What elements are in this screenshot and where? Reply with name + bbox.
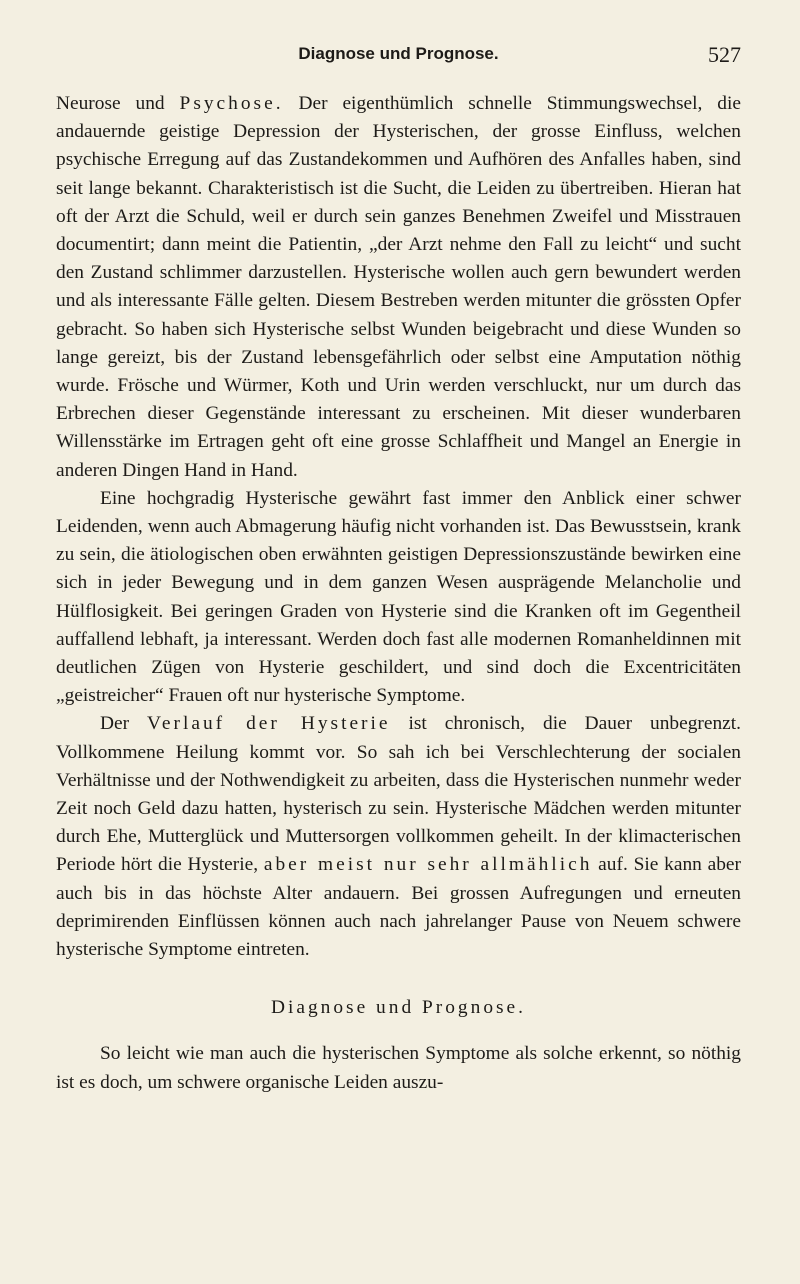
paragraph-text: auf. Sie kann aber auch bis in das höchste Alter andauern. Bei grossen Aufregungen und erneuten deprimirenden Einflüssen können auch nach jahrelanger Pause von Neuem schwere hysterische Symptome eintreten. [56, 854, 741, 961]
paragraph-text: Neurose und [56, 93, 180, 114]
paragraph-diagnose: So leicht wie man auch die hysterischen Symptome als solche erkennt, so nöthig ist es doch, um schwere organische Leiden auszu- [56, 1043, 741, 1093]
paragraph-text: Der eigenthümlich schnelle Stimmungswechsel, die andauernde geistige Depression der Hysterischen, der grosse Einfluss, welchen psychische Erregung auf das Zustandekommen und Aufhören des Anfalles haben, sind seit lange bekannt. Charakteristisch ist die Sucht, die Leiden zu übertreiben. Hieran hat oft der Arzt die Schuld, weil er durch sein ganzes Benehmen Zweifel und Misstrauen documentirt; dann meint die Patientin, „der Arzt nehme den Fall zu leicht“ und sucht den Zustand schlimmer darzustellen. Hysterische wollen auch gern bewundert werden und als interessante Fälle gelten. Diesem Bestreben werden mitunter die grössten Opfer gebracht. So haben sich Hysterische selbst Wunden beigebracht und diese Wunden so lange gereizt, bis der Zustand lebensgefährlich oder selbst eine Amputation nöthig wurde. Frösche und Würmer, Koth und Urin werden verschluckt, nur um durch das Erbrechen dieser Gegenstände interessant zu erscheinen. Mit dieser wunderbaren Willensstärke im Ertragen geht oft eine grosse Schlaffheit und Mangel an Energie in anderen Dingen Hand in Hand. [56, 93, 741, 481]
emphasis-verlauf: Verlauf der Hysterie [147, 713, 391, 735]
document-page [56, 42, 741, 1097]
paragraph-hysterische: Eine hochgradig Hysterische gewährt fast immer den Anblick einer schwer Leidenden, wenn auch Abmagerung häufig nicht vorhanden ist. Das Bewusstsein, krank zu sein, die ätiologischen oben erwähnten geistigen Depressionszustände bewirken eine sich in jeder Bewegung und in dem ganzen Wesen ausprägende Melancholie und Hülflosigkeit. Bei geringen Graden von Hysterie sind die Kranken oft im Gegentheil auffallend lebhaft, ja interessant. Werden doch fast alle modernen Romanheldinnen mit deutlichen Zügen von Hysterie geschildert, und sind doch die Excentricitäten „geistreicher“ Frauen oft nur hysterische Symptome. [56, 487, 741, 707]
emphasis-psychose: Psychose. [179, 93, 284, 114]
running-head: Diagnose und Prognose. [298, 44, 499, 63]
emphasis-allmaehlich: aber meist nur sehr allmählich [263, 854, 593, 876]
paragraph-neurose [56, 90, 741, 485]
paragraph-text: Der [100, 713, 148, 735]
page-number: 527 [708, 42, 741, 67]
section-title: Diagnose und Prognose. [270, 997, 527, 1019]
page-header [56, 42, 741, 72]
paragraph-verlauf [56, 710, 741, 964]
paragraph-text: ist chronisch, die Dauer unbegrenzt. Vollkommene Heilung kommt vor. So sah ich bei Verschlechterung der socialen Verhältnisse und der Nothwendigkeit zu arbeiten, dass die Hysterischen nunmehr weder Zeit noch Geld dazu hatten, hysterisch zu sein. Hysterische Mädchen werden mitunter durch Ehe, Mutterglück und Muttersorgen vollkommen geheilt. In der klimacterischen Periode hört die Hysterie, [56, 713, 741, 876]
